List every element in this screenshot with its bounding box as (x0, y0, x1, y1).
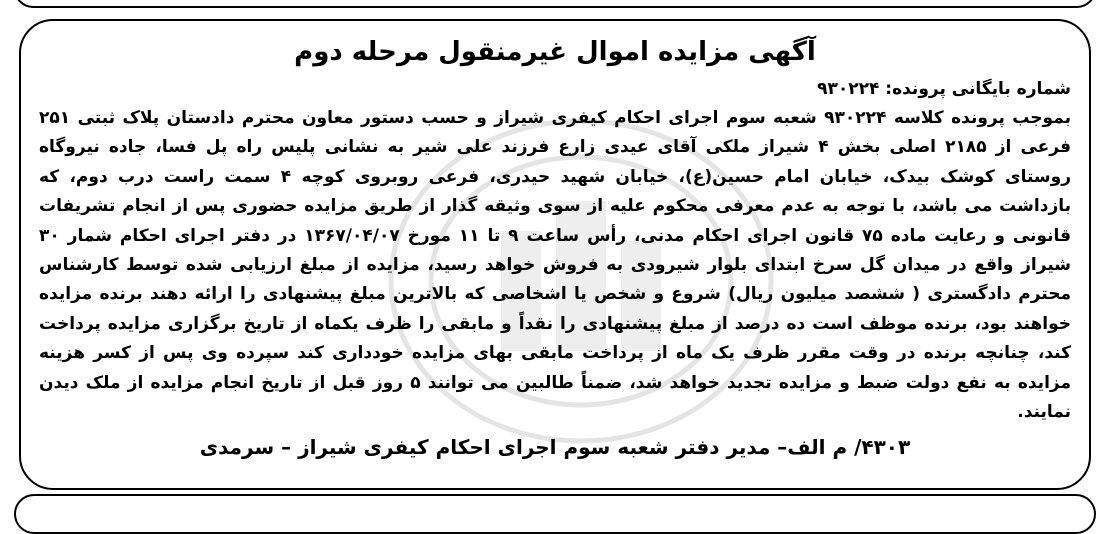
ad-content (39, 33, 1071, 465)
auction-ad-frame (19, 19, 1091, 490)
ad-signature: ۴۳۰۳/ م الف– مدیر دفتر شعبه سوم اجرای احکام کیفری شیراز – سرمدی (199, 435, 911, 460)
previous-ad-frame (14, 0, 1096, 8)
next-ad-frame (14, 494, 1096, 534)
ad-title: آگهی مزایده اموال غیرمنقول مرحله دوم (294, 37, 816, 67)
ad-body-text: بموجب پرونده کلاسه ۹۳۰۲۲۴ شعبه سوم اجرای احکام کیفری شیراز و حسب دستور معاون محترم دادستان پلاک ثبتی ۲۵۱ فرعی از ۲۱۸۵ اصلی بخش ۴ شیراز ملکی آقای عیدی زارع فرزند علی شیر به نشانی پلیس راه پل فسا، جاده نیروگاه روستای کوشک بیدک، خیابان امام حسین(ع)، خیابان شهید حیدری، فرعی روبروی کوچه ۴ سمت راست درب دوم، که بازداشت می باشد، با توجه به عدم معرفی محکوم علیه از سوی وثیقه گذار از طریق مزایده حضوری پس از انجام تشریفات قانونی و رعایت ماده ۷۵ قانون اجرای احکام مدنی، رأس ساعت ۹ تا ۱۱ مورخ ۱۳۶۷/۰۴/۰۷ در دفتر اجرای احکام شمار ۳۰ شیراز واقع در میدان گل سرخ ابتدای بلوار شیرودی به فروش خواهد رسید، مزایده از مبلغ ارزیابی شده توسط کارشناس محترم دادگستری ( ششصد میلیون ریال) شروع و شخص یا اشخاصی که بالاترین مبلغ پیشنهادی را ارائه دهند برنده مزایده خواهند بود، برنده موظف است ده درصد از مبلغ پیشنهادی را نقداً و مابقی را ظرف یکماه از تاریخ برگزاری مزایده پرداخت کند، چنانچه برنده در وقت مقرر ظرف یک ماه از پرداخت مابقی بهای مزایده خودداری کند سپرده وی پس از کسر هزینه مزایده به نفع دولت ضبط و مزایده تجدید خواهد شد، ضمناً طالبین می توانند ۵ روز قبل از تاریخ انجام مزایده از ملک دیدن نمایند. (39, 108, 1072, 423)
file-number: شماره بایگانی پرونده: ۹۳۰۲۲۴ (817, 79, 1071, 99)
